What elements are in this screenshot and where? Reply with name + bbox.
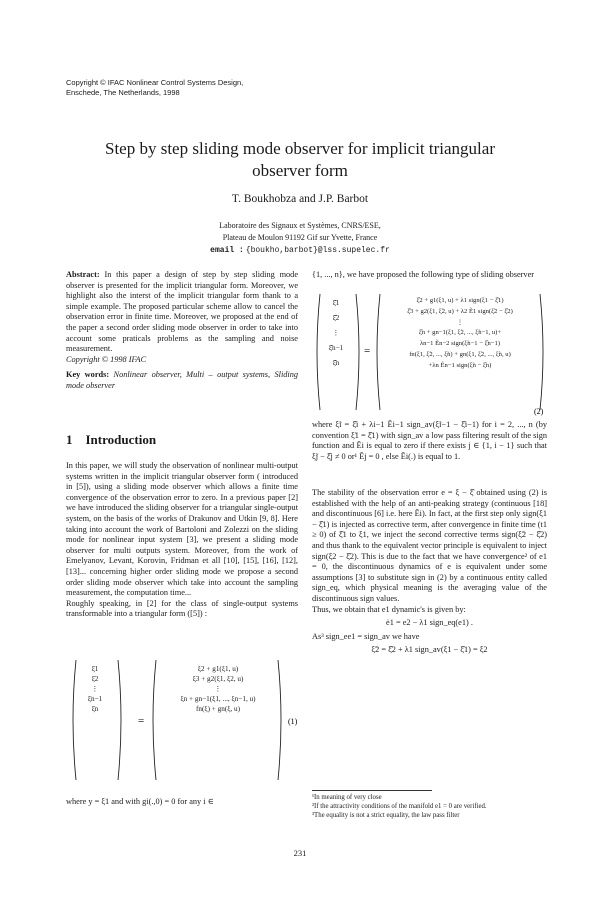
eq2-rhs-4: ξ̂n + gn−1(ξ1, ξ̃2, ..., ξ̃n−1, u)+ [418, 329, 502, 337]
eq1-lhs-5: ξ̇n [91, 705, 99, 713]
eq2-rhs-7: +λn Ẽn−1 sign(ξ̃n − ξ̂n) [428, 361, 492, 369]
eq2-rhs-paren-left [377, 294, 380, 410]
affiliation-line-1: Laboratoire des Signaux et Systèmes, CNRS/ESE, [219, 221, 381, 230]
footnotes [312, 793, 547, 820]
eq2-lhs-5: ξ̂̇n [332, 359, 340, 367]
abstract-label: Abstract: [66, 270, 100, 279]
intro-paragraph-1: In this paper, we will study the observation of nonlinear multi-output systems written in the implicit triangular observer form ( introduced in [5]), using a sliding mode observer which allows a finite time convergence of the observation error to zero. In a previous paper [2] we have introduced the sliding observer for a triangular single-output system, on the basis of the works of Drakunov and Utkin [9, 8]. Here taking into account the work of Bartoloni and Zolezzi on the sliding mode for nonlinear input system [3], we present a sliding mode observer for multi outputs system. Moreover, from the work of Emelyanov, Levant, Korovin, Fridman et all [10], [15], [16], [12], [13]... concerning higher order sliding mode we propose a second order sliding mode observer which take into account the sampling measurement, the computation time... [66, 461, 298, 598]
eq2-equals: = [364, 345, 371, 357]
eq1-lhs-4: ξ̇n−1 [87, 695, 103, 703]
eq-e1: ė1 = e2 − λ1 sign_eq(e1) . [386, 618, 473, 628]
eq1-rhs [160, 664, 276, 714]
eq2-rhs-paren-right [540, 294, 543, 410]
eq2-rhs-6: fn(ξ1, ξ̃2, ..., ξ̃n) + gn(ξ1, ξ̃2, ..., ξ̃n, u) [409, 350, 511, 358]
copyright-notice [66, 78, 243, 98]
footnote-1: ¹In meaning of very close [312, 794, 382, 801]
eq2-lhs-4: ξ̂̇n−1 [328, 344, 344, 352]
affiliation-line-2: Plateau de Moulon 91192 Gif sur Yvette, France [222, 233, 378, 242]
keywords-label: Key words: [66, 370, 110, 379]
eq2-rhs-2: ξ̂3 + g2(ξ1, ξ̃2, u) + λ2 Ẽ1 sign(ξ̃2 − ξ̂2) [407, 307, 513, 315]
eq2-lhs [316, 296, 356, 371]
section-heading-introduction [66, 432, 156, 448]
eq1-rhs-5: fn(ξ) + gn(ξ, u) [196, 705, 240, 713]
eq1-rhs-3: ⋮ [214, 685, 222, 693]
eq1-lhs-paren-right [118, 660, 121, 780]
after-eq2-text: where ξ̃i = ξ̂i + λi−1 Ẽi−1 sign_av(ξ̃i−1 − ξ̂i−1) for i = 2, ..., n (by convention ξ̃1 = ξ̂1) with sign_av a low pass filtering result of the sign function and Ẽi is equal to zero if there exists j ∈ {1, i − 1} such that ξ̃j − ξ̂j ≠ 0 or¹ Ẽj = 0 , else Ẽi(.) is equal to 1. [312, 420, 547, 461]
section-number: 1 [66, 432, 73, 447]
eq-xi2: ξ̃2 = ξ̂2 + λ1 sign_av(ξ1 − ξ̂1) = ξ2 [371, 645, 488, 655]
title-line-2: observer form [252, 161, 348, 180]
eq2-lhs-paren-right [356, 294, 359, 410]
eq1-lhs-3: ⋮ [91, 685, 99, 693]
eq1-number: (1) [288, 717, 298, 726]
copyright-line-1: Copyright © IFAC Nonlinear Control Systems Design, [66, 78, 244, 87]
footnote-rule [312, 790, 432, 791]
page-number: 231 [293, 848, 307, 858]
right-body [312, 488, 547, 659]
email-address: {boukho,barbot}@lss.supelec.fr [245, 246, 390, 255]
footnote-2: ²If the attractivity conditions of the manifold e1 = 0 are verified. [312, 803, 487, 810]
keywords-text: Nonlinear observer, Multi – output systems, Sliding mode observer [66, 370, 299, 390]
abstract-text: In this paper a design of step by step sliding mode observer is presented for the implicit triangular form. Moreover, we highlight also the interst of the implicit triangular form thank to a simple example. The proposed particular scheme allow to cancel the observation error in finite time. Moreover, we proposed at the end of the paper a second order sliding mode observer in order to take into account some praticals problems as the sampling and noise measurement. [66, 270, 298, 354]
section-title: Introduction [85, 432, 157, 447]
thus-line: Thus, we obtain that e1 dynamic's is given by: [312, 604, 466, 614]
eq1-rhs-paren-left [153, 660, 156, 780]
eq2-rhs-3: ⋮ [456, 318, 464, 326]
eq1-rhs-1: ξ2 + g1(ξ1, u) [197, 665, 239, 673]
eq1-lhs [80, 664, 110, 714]
eq2-rhs-1: ξ̂2 + g1(ξ1, u) + λ1 sign(ξ1 − ξ̂1) [416, 297, 504, 304]
footnote-3: ³The equality is not a strict equality, the law pass filter [312, 812, 460, 819]
eq1-rhs-4: ξn + gn−1(ξ1, ..., ξn−1, u) [180, 695, 256, 703]
eq2-lhs-2: ξ̂̇2 [332, 314, 340, 322]
eq2-lhs-3: ⋮ [332, 329, 340, 337]
abstract [66, 270, 298, 365]
eq1-rhs-paren-right [278, 660, 281, 780]
eq1-rhs-2: ξ3 + g2(ξ1, ξ2, u) [192, 675, 244, 683]
paper-title [40, 138, 560, 182]
copyright-line-2: Enschede, The Netherlands, 1998 [66, 88, 180, 97]
intro-paragraph-2: Roughly speaking, in [2] for the class of single-output systems transformable into a triangular form ([5]) : [66, 598, 298, 619]
eq1-equals: = [138, 715, 145, 727]
affiliation [0, 220, 600, 257]
eq2-rhs-5: λn−1 Ẽn−2 sign(ξ̃n−1 − ξ̂n−1) [419, 340, 501, 348]
introduction-body [66, 461, 298, 620]
eq1-lhs-2: ξ̇2 [91, 675, 99, 683]
left-last-line: where y = ξ1 and with gi(.,0) = 0 for any i ∈ [66, 797, 214, 806]
stability-paragraph: The stability of the observation error e = ξ − ξ̂ obtained using (2) is established with the help of an anti-peaking strategy (continuous [18] and discontinuous [6] i.e. here Ẽi). In fact, at the first step only sign(ξ1 − ξ̂1) is injected as corrective term, after convergence in finite time (t1 ≥ 0) of ξ̂1 to ξ1, we inject the second corrective terms sign(ξ̃2 − ξ̂2) and thus thank to the equivalent vector principle is equivalent to inject sign(ξ2 − ξ̂2). This is due to the fact that we have convergence² of e1 = 0, the discontinuous dynamics of e is equivalent under some assumptions [3] to substitute sign in (2) by a continuous entity called sign_eq, which physical meaning is the averaging value of the discontinuous sign values. [312, 488, 547, 603]
eq2-number: (2) [534, 407, 544, 416]
eq1-lhs-1: ξ̇1 [91, 665, 99, 673]
eq2-lhs-1: ξ̂̇1 [332, 299, 340, 307]
as-line: As³ sign_ee1 = sign_av we have [312, 631, 420, 641]
authors: T. Boukhobza and J.P. Barbot [231, 193, 369, 205]
right-intro: {1, ..., n}, we have proposed the following type of sliding observer [312, 270, 535, 279]
keywords [66, 370, 298, 391]
abstract-copyright: Copyright © 1998 IFAC [66, 354, 147, 364]
email-label: email : [210, 246, 244, 255]
title-line-1: Step by step sliding mode observer for implicit triangular [105, 139, 495, 158]
affiliation-email [0, 244, 600, 257]
eq1-lhs-paren-left [73, 660, 76, 780]
eq2-rhs [381, 296, 539, 372]
